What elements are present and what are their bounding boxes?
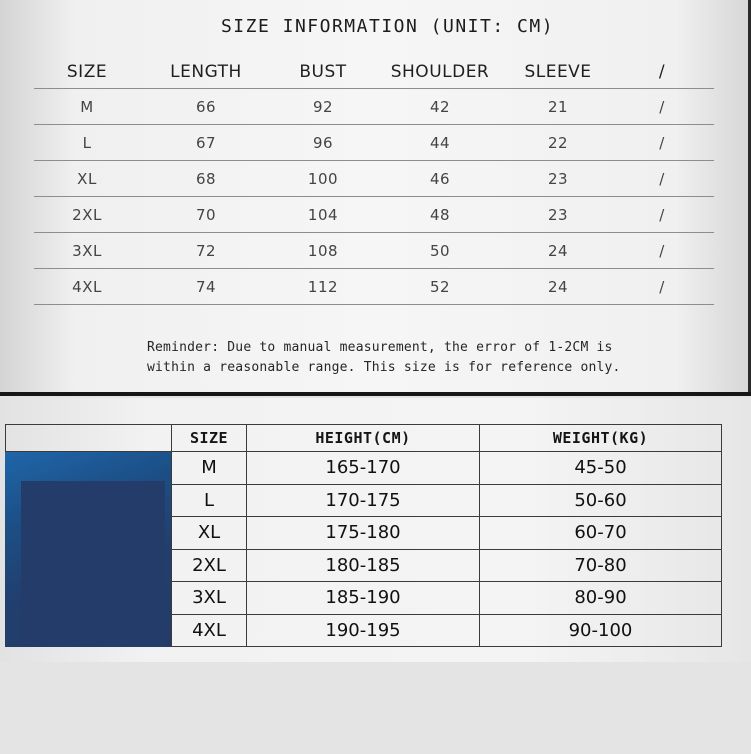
cell-size: 4XL xyxy=(34,269,140,305)
column-header-weight: WEIGHT(KG) xyxy=(480,425,722,452)
cell-shoulder: 46 xyxy=(374,161,506,197)
cell-height: 190-195 xyxy=(247,614,480,647)
table-header-row xyxy=(34,56,714,89)
column-header-bust: BUST xyxy=(272,56,374,89)
cell-extra: / xyxy=(610,269,714,305)
table-header-row xyxy=(6,425,722,452)
cell-size: L xyxy=(172,484,247,517)
cell-sleeve: 24 xyxy=(506,269,610,305)
cell-weight: 80-90 xyxy=(480,582,722,615)
column-header-blank xyxy=(6,425,172,452)
cell-length: 72 xyxy=(140,233,272,269)
table-row xyxy=(6,452,722,485)
cell-length: 70 xyxy=(140,197,272,233)
cell-size: XL xyxy=(34,161,140,197)
cell-bust: 96 xyxy=(272,125,374,161)
cell-bust: 100 xyxy=(272,161,374,197)
cell-size: 3XL xyxy=(172,582,247,615)
column-header-shoulder: SHOULDER xyxy=(374,56,506,89)
cell-sleeve: 22 xyxy=(506,125,610,161)
cell-length: 74 xyxy=(140,269,272,305)
cell-extra: / xyxy=(610,89,714,125)
cell-sleeve: 24 xyxy=(506,233,610,269)
size-information-title: SIZE INFORMATION (UNIT: CM) xyxy=(220,16,555,37)
table-row xyxy=(34,125,714,161)
size-measurement-table xyxy=(34,56,714,305)
cell-bust: 104 xyxy=(272,197,374,233)
column-header-size: SIZE xyxy=(172,425,247,452)
cell-height: 165-170 xyxy=(247,452,480,485)
cell-shoulder: 42 xyxy=(374,89,506,125)
cell-size: M xyxy=(172,452,247,485)
cell-height: 180-185 xyxy=(247,549,480,582)
cell-height: 170-175 xyxy=(247,484,480,517)
cell-extra: / xyxy=(610,233,714,269)
cell-shoulder: 44 xyxy=(374,125,506,161)
reminder-line-1: Reminder: Due to manual measurement, the error of 1-2CM is xyxy=(147,340,613,355)
cell-extra: / xyxy=(610,161,714,197)
table-row xyxy=(34,89,714,125)
cell-extra: / xyxy=(610,125,714,161)
page-footer-area xyxy=(0,662,751,754)
cell-size: 2XL xyxy=(34,197,140,233)
table-row xyxy=(34,233,714,269)
cell-sleeve: 23 xyxy=(506,161,610,197)
cell-height: 185-190 xyxy=(247,582,480,615)
cell-weight: 90-100 xyxy=(480,614,722,647)
cell-weight: 60-70 xyxy=(480,517,722,550)
cell-weight: 70-80 xyxy=(480,549,722,582)
cell-length: 66 xyxy=(140,89,272,125)
cell-length: 67 xyxy=(140,125,272,161)
cell-size: L xyxy=(34,125,140,161)
cell-size: 2XL xyxy=(172,549,247,582)
height-weight-table xyxy=(5,424,722,647)
cell-sleeve: 23 xyxy=(506,197,610,233)
cell-shoulder: 52 xyxy=(374,269,506,305)
cell-size: 4XL xyxy=(172,614,247,647)
table-row xyxy=(34,269,714,305)
column-header-extra: / xyxy=(610,56,714,89)
cell-sleeve: 21 xyxy=(506,89,610,125)
column-header-size: SIZE xyxy=(34,56,140,89)
column-header-sleeve: SLEEVE xyxy=(506,56,610,89)
cell-bust: 112 xyxy=(272,269,374,305)
column-header-length: LENGTH xyxy=(140,56,272,89)
cell-size: M xyxy=(34,89,140,125)
table-row xyxy=(34,197,714,233)
cell-bust: 92 xyxy=(272,89,374,125)
cell-height: 175-180 xyxy=(247,517,480,550)
panel-divider xyxy=(0,392,751,396)
table-row xyxy=(34,161,714,197)
cell-extra: / xyxy=(610,197,714,233)
cell-shoulder: 48 xyxy=(374,197,506,233)
reminder-line-2: within a reasonable range. This size is for reference only. xyxy=(147,360,621,375)
cell-bust: 108 xyxy=(272,233,374,269)
measurement-reminder xyxy=(147,338,667,378)
cell-size: XL xyxy=(172,517,247,550)
column-header-height: HEIGHT(CM) xyxy=(247,425,480,452)
cell-length: 68 xyxy=(140,161,272,197)
cell-shoulder: 50 xyxy=(374,233,506,269)
cell-size: 3XL xyxy=(34,233,140,269)
photo-cell xyxy=(6,452,172,647)
cell-weight: 45-50 xyxy=(480,452,722,485)
cell-weight: 50-60 xyxy=(480,484,722,517)
